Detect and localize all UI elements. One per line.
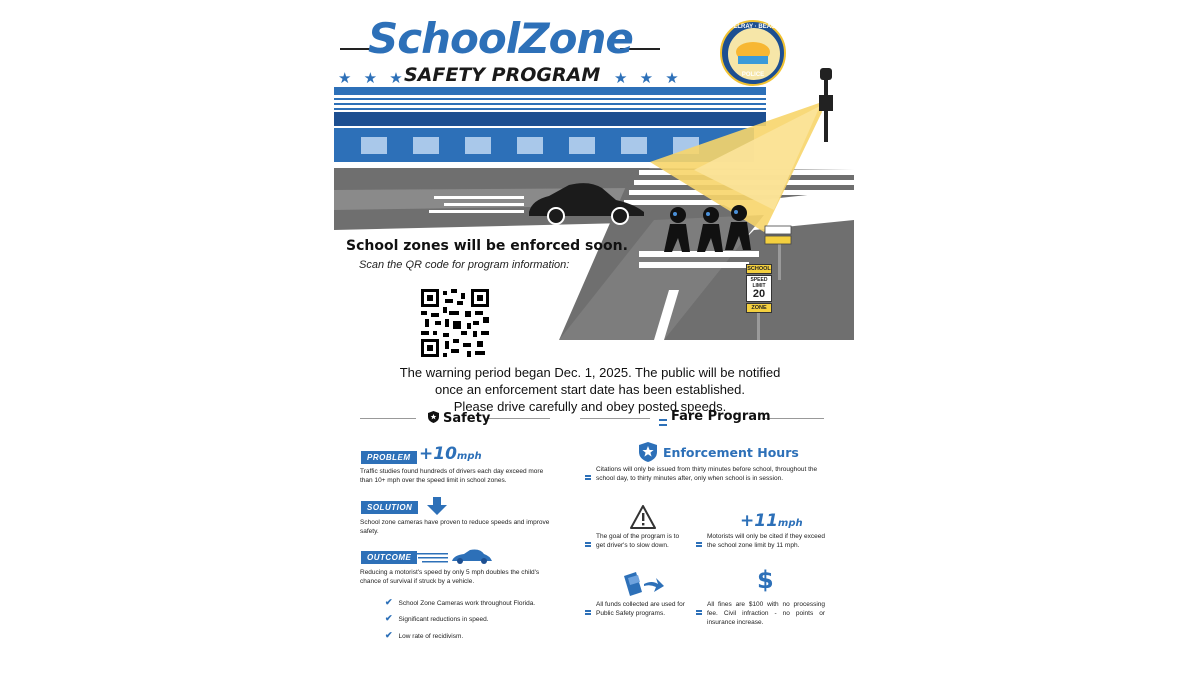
arrow-down-icon (427, 497, 447, 515)
sign-small (765, 226, 791, 234)
sign-speed: SPEED (750, 277, 768, 283)
shield-icon (428, 411, 439, 423)
warning-line: Please drive carefully and obey posted speeds. (453, 399, 727, 414)
building-stripe (334, 98, 766, 100)
program-subtitle: SAFETY PROGRAM (404, 64, 601, 86)
enforcement-headline: School zones will be enforced soon. (346, 238, 628, 254)
fines-text: All fines are $100 with no processing fee. Civil infraction - no points or insurance increase. (707, 601, 825, 626)
check-item: ✔ School Zone Cameras work throughout Florida. (385, 597, 536, 607)
window (621, 137, 647, 154)
bullet-icon (696, 534, 702, 552)
window (517, 137, 543, 154)
check-item: ✔ Significant reductions in speed. (385, 613, 489, 623)
speed-line (434, 196, 524, 199)
scan-instruction: Scan the QR code for program information: (359, 259, 570, 271)
stars-left: ★ ★ ★ (338, 70, 407, 87)
sign-zone: ZONE (746, 303, 772, 313)
warning-notice (380, 364, 800, 415)
badge-top-text: DELRAY · BEACH (729, 24, 780, 30)
dollar-icon: $ (757, 566, 774, 594)
fare-program-heading: Fare Program (671, 409, 771, 424)
divider (486, 418, 550, 419)
window (465, 137, 491, 154)
speed-limit-sign (746, 264, 772, 313)
building-body-top (334, 112, 766, 126)
equals-icon (659, 413, 667, 431)
building-roof (334, 87, 766, 95)
stars-right: ★ ★ ★ (614, 70, 683, 87)
outcome-tag: OUTCOME (361, 551, 417, 564)
cited-stat: +11mph (740, 511, 803, 531)
bullet-icon (585, 602, 591, 620)
speed-line (429, 210, 524, 213)
bullet-icon (696, 602, 702, 620)
safety-heading: Safety (443, 411, 491, 426)
speeding-car-icon (414, 548, 492, 564)
window (361, 137, 387, 154)
money-icon (622, 572, 664, 598)
enforcement-text: Citations will only be issued from thirty minutes before school, throughout the school day, to thirty minutes after, only when school is in session. (596, 466, 818, 482)
outcome-text: Reducing a motorist's speed by only 5 mph doubles the child's chance of survival if struck by a vehicle. (360, 569, 540, 585)
warning-line: The warning period began Dec. 1, 2025. The public will be notified (399, 365, 781, 380)
streetlight-head (820, 68, 832, 80)
police-badge (720, 20, 786, 86)
checkmark-icon: ✔ (385, 597, 393, 607)
enforcement-hours-title: Enforcement Hours (663, 445, 799, 460)
sign-post (778, 240, 781, 280)
cited-text: Motorists will only be cited if they exceed the school zone limit by 11 mph. (707, 533, 825, 549)
building-stripe (334, 103, 766, 105)
solution-text: School zone cameras have proven to reduce speeds and improve safety. (360, 519, 550, 535)
funds-text: All funds collected are used for Public Safety programs. (596, 601, 685, 617)
sign-speed-value: 20 (752, 288, 766, 300)
divider (580, 418, 650, 419)
window (569, 137, 595, 154)
qr-code[interactable] (421, 289, 489, 357)
warning-icon (630, 505, 656, 529)
sign-small-yellow (765, 236, 791, 244)
building-stripe (334, 108, 766, 110)
window (413, 137, 439, 154)
divider (360, 418, 416, 419)
problem-text: Traffic studies found hundreds of drivers each day exceed more than 10+ mph over the speed limit in school zones. (360, 468, 544, 484)
speed-sign-post (757, 310, 760, 340)
checkmark-icon: ✔ (385, 630, 393, 640)
sign-limit: LIMIT (752, 283, 766, 289)
check-item: ✔ Low rate of recidivism. (385, 630, 464, 640)
streetlight-lamp (819, 95, 833, 111)
problem-stat: +10mph (419, 444, 482, 464)
program-title: SchoolZone (368, 14, 633, 63)
problem-tag: PROBLEM (361, 451, 417, 464)
badge-bottom-text: POLICE (741, 72, 765, 78)
crosswalk-stripe (639, 262, 749, 268)
badge-star-icon (638, 442, 658, 462)
divider (762, 418, 824, 419)
speed-line (444, 203, 524, 206)
solution-tag: SOLUTION (361, 501, 418, 514)
checkmark-icon: ✔ (385, 613, 393, 623)
bullet-icon (585, 534, 591, 552)
sign-school: SCHOOL (747, 266, 771, 272)
goal-text: The goal of the program is to get driver's to slow down. (596, 533, 680, 549)
bullet-icon (585, 467, 591, 485)
warning-line: once an enforcement start date has been established. (434, 382, 746, 397)
